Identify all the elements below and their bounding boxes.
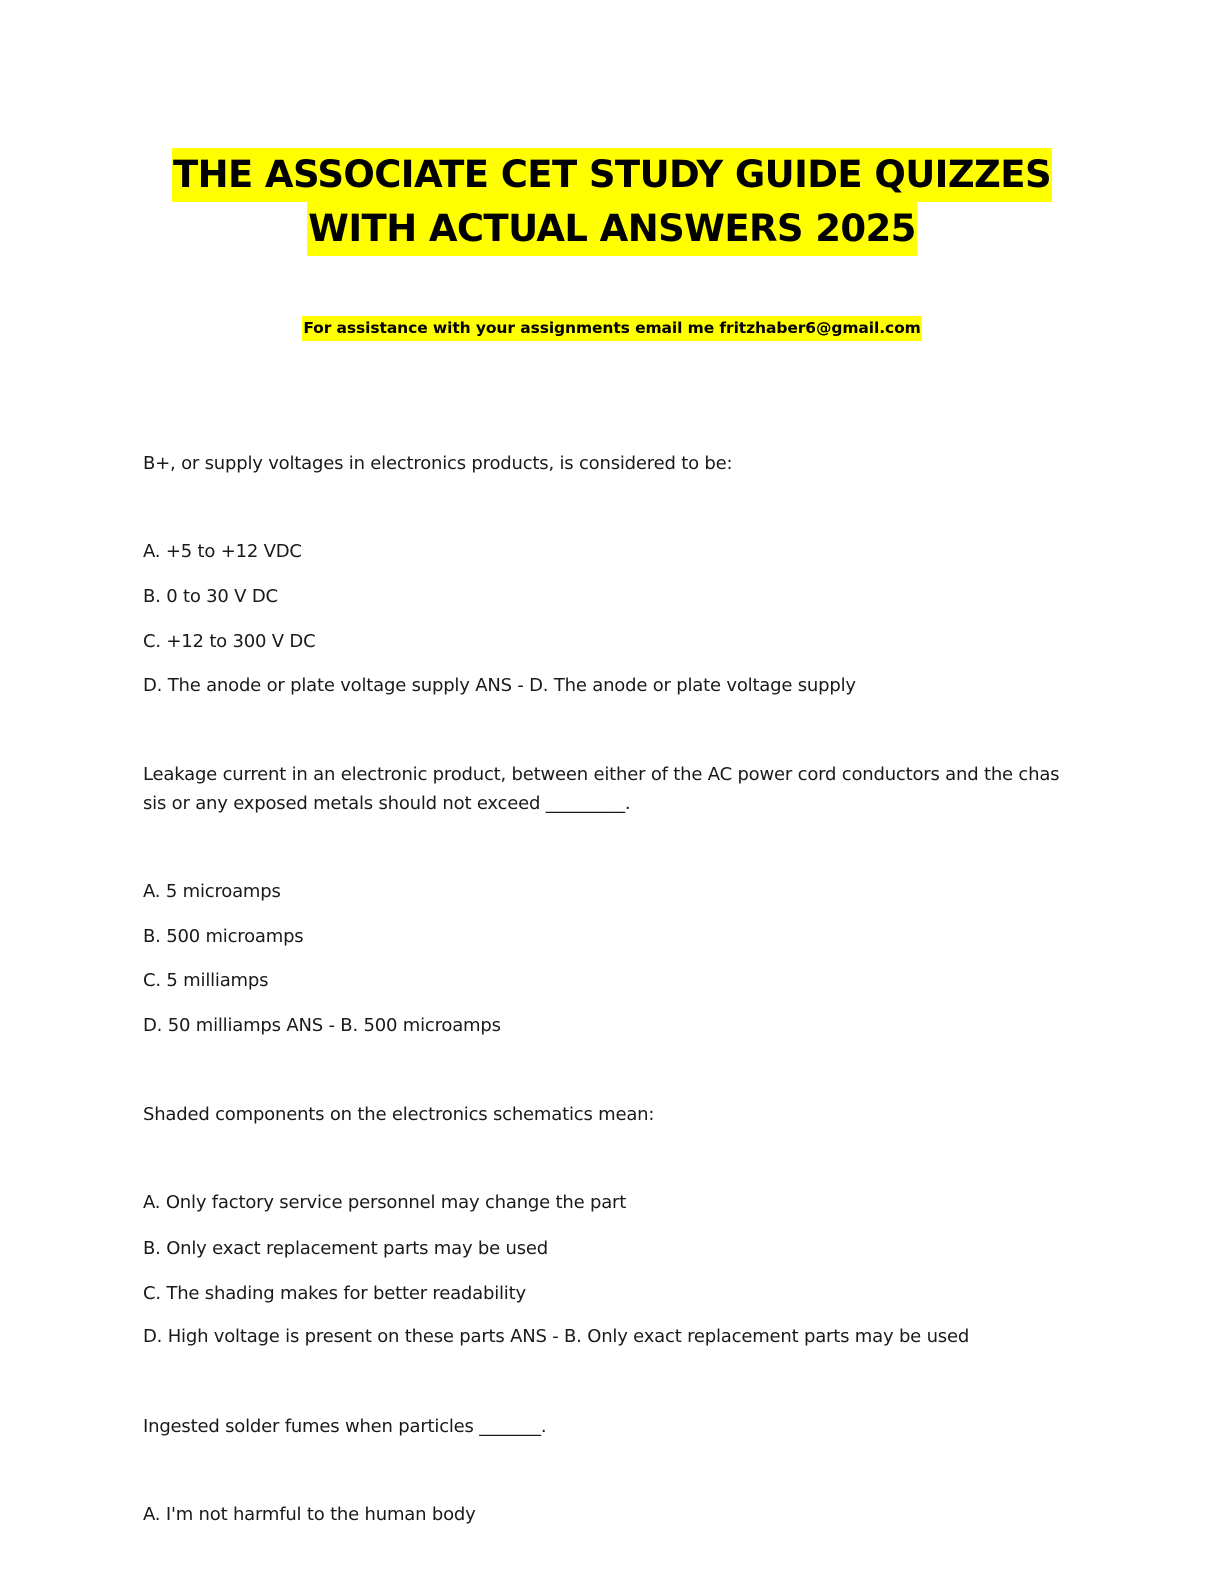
- question-prompt: Leakage current in an electronic product, between either of the AC power cord conductors and the chas: [143, 764, 1060, 785]
- question-prompt-continued: sis or any exposed metals should not exceed _________.: [143, 793, 631, 814]
- answer-option: B. 500 microamps: [143, 926, 304, 947]
- title-line-1: THE ASSOCIATE CET STUDY GUIDE QUIZZES: [172, 148, 1052, 202]
- answer-option: C. The shading makes for better readability: [143, 1283, 526, 1304]
- answer-option: B. 0 to 30 V DC: [143, 586, 278, 607]
- question-prompt: B+, or supply voltages in electronics products, is considered to be:: [143, 453, 733, 474]
- answer-option: A. +5 to +12 VDC: [143, 541, 302, 562]
- title-line-2: WITH ACTUAL ANSWERS 2025: [307, 202, 917, 256]
- answer-option: D. 50 milliamps ANS - B. 500 microamps: [143, 1015, 501, 1036]
- answer-option: D. High voltage is present on these parts ANS - B. Only exact replacement parts may be used: [143, 1326, 970, 1347]
- answer-option: B. Only exact replacement parts may be used: [143, 1238, 549, 1259]
- question-prompt: Ingested solder fumes when particles _______.: [143, 1416, 547, 1437]
- assistance-note: [0, 316, 1224, 341]
- answer-option: A. Only factory service personnel may change the part: [143, 1192, 627, 1213]
- answer-option: A. 5 microamps: [143, 881, 281, 902]
- answer-option: D. The anode or plate voltage supply ANS - D. The anode or plate voltage supply: [143, 675, 856, 696]
- answer-option: C. 5 milliamps: [143, 970, 269, 991]
- document-title: [0, 148, 1224, 256]
- question-prompt: Shaded components on the electronics schematics mean:: [143, 1104, 655, 1125]
- answer-option: A. I'm not harmful to the human body: [143, 1504, 476, 1525]
- answer-option: C. +12 to 300 V DC: [143, 631, 316, 652]
- assistance-text: For assistance with your assignments email me fritzhaber6@gmail.com: [302, 316, 921, 341]
